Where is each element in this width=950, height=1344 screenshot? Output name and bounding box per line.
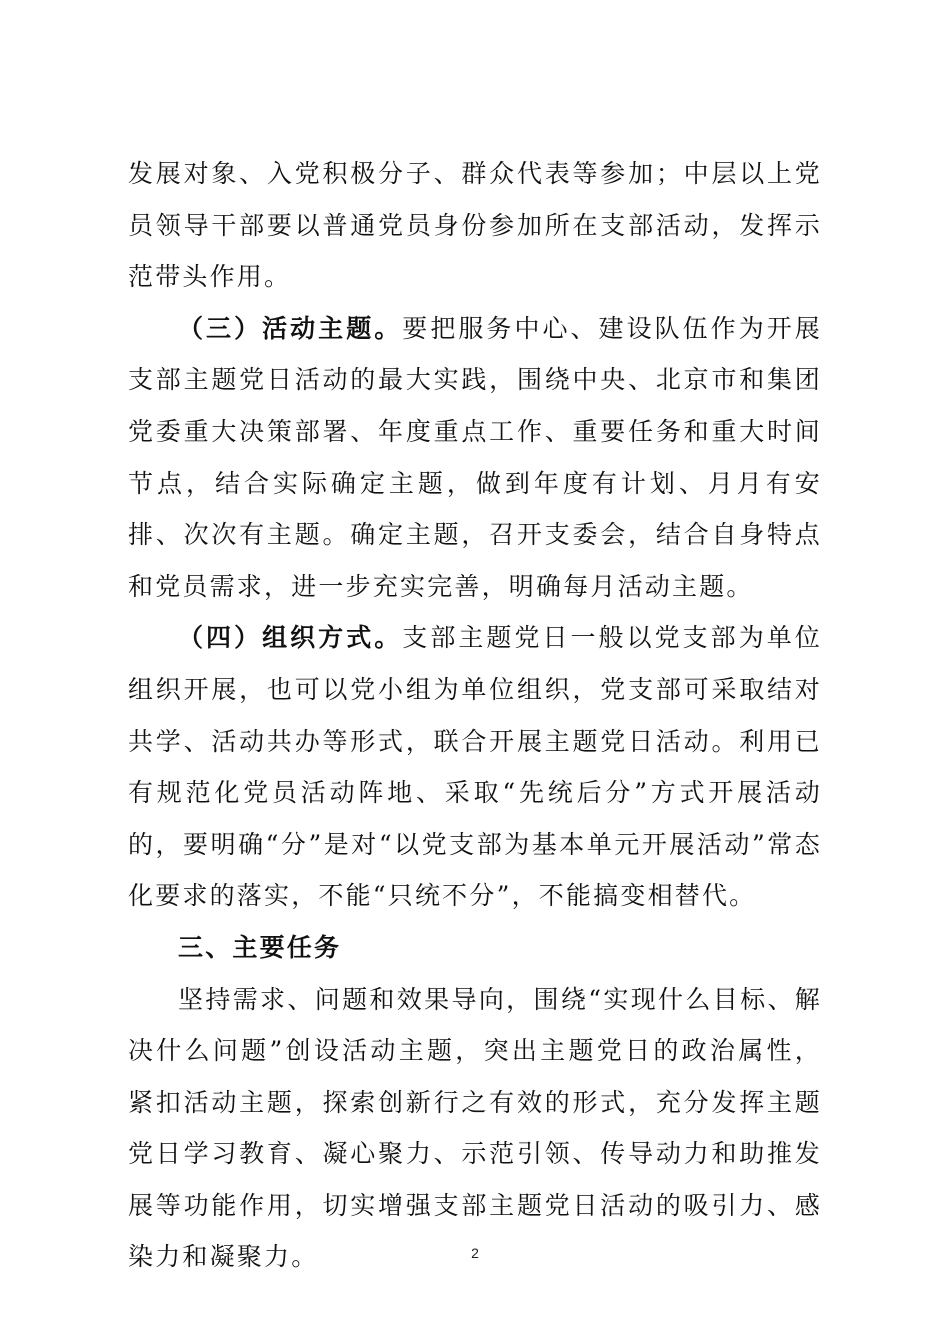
page-number: 2 <box>471 1245 479 1261</box>
subheading-activity-theme: （三）活动主题。 <box>178 313 403 343</box>
section-heading-main-tasks: 三、主要任务 <box>178 932 342 962</box>
paragraph-main-tasks: 坚持需求、问题和效果导向，围绕“实现什么目标、解决什么问题”创设活动主题，突出主题党日的政治属性，紧扣活动主题，探索创新行之有效的形式，充分发挥主题党日学习教育、凝心聚力、示范引领、传导动力和助推发展等功能作用，切实增强支部主题党日活动的吸引力、感染力和凝聚力。 <box>128 984 822 1272</box>
paragraph-organization-method <box>128 612 822 922</box>
document-body <box>128 148 822 1283</box>
paragraph-participants: 发展对象、入党积极分子、群众代表等参加；中层以上党员领导干部要以普通党员身份参加所在支部活动，发挥示范带头作用。 <box>128 159 822 292</box>
subheading-organization-method: （四）组织方式。 <box>178 623 403 653</box>
paragraph-activity-theme <box>128 303 822 613</box>
paragraph-activity-theme-body: 要把服务中心、建设队伍作为开展支部主题党日活动的最大实践，围绕中央、北京市和集团党委重大决策部署、年度重点工作、重要任务和重大时间节点，结合实际确定主题，做到年度有计划、月月有安排、次次有主题。确定主题，召开支委会，结合自身特点和党员需求，进一步充实完善，明确每月活动主题。 <box>128 313 822 601</box>
paragraph-organization-method-body: 支部主题党日一般以党支部为单位组织开展，也可以党小组为单位组织，党支部可采取结对共学、活动共办等形式，联合开展主题党日活动。利用已有规范化党员活动阵地、采取“先统后分”方式开展活动的，要明确“分”是对“以党支部为基本单元开展活动”常态化要求的落实，不能“只统不分”，不能搞变相替代。 <box>128 623 822 911</box>
